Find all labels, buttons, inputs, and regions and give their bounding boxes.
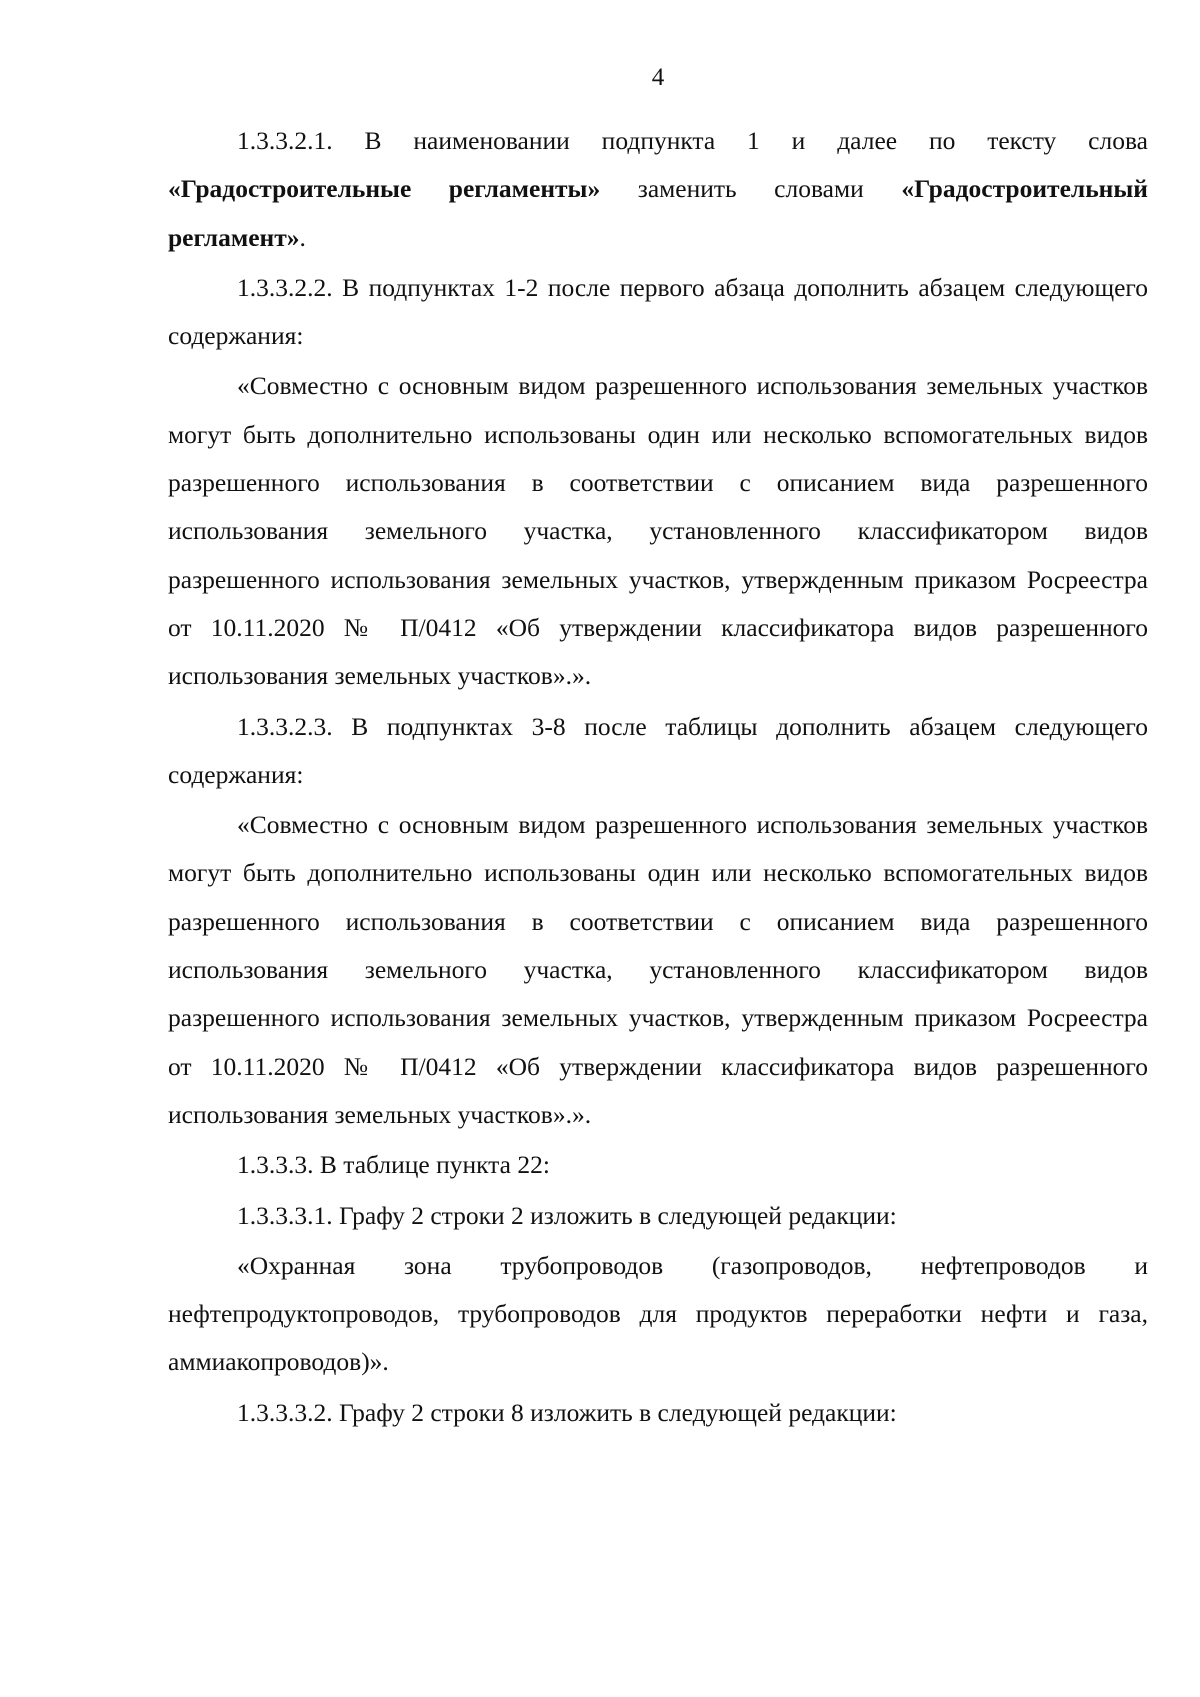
paragraph-1-3-3-3-1: 1.3.3.3.1. Графу 2 строки 2 изложить в следующей редакции: (237, 1200, 897, 1230)
paragraph-1-3-3-3: 1.3.3.3. В таблице пункта 22: (237, 1150, 550, 1180)
bold-term-old: «Градостроительные регламенты» (168, 174, 601, 204)
quoted-paragraph-3: «Охранная зона трубопроводов (газопроводов, нефтепроводов и нефтепродуктопроводов, трубопроводов для продуктов переработки нефти и газа, аммиакопроводов)». (168, 1250, 1148, 1377)
paragraph-text: 1.3.3.2.1. В наименовании подпункта 1 и далее по тексту слова (237, 126, 1148, 155)
quoted-paragraph-2: «Совместно с основным видом разрешенного использования земельных участков могут быть дополнительно использованы один или несколько вспомогательных видов разрешенного использования в соответствии с описанием вида разрешенного использования земельного участка, установленного классификатором видов разрешенного использования земельных участков, утвержденным приказом Росреестра от 10.11.2020 № П/0412 «Об утверждении классификатора видов разрешенного использования земельных участков».». (168, 810, 1148, 1129)
quoted-paragraph-1: «Совместно с основным видом разрешенного использования земельных участков могут быть дополнительно использованы один или несколько вспомогательных видов разрешенного использования в соответствии с описанием вида разрешенного использования земельного участка, установленного классификатором видов разрешенного использования земельных участков, утвержденным приказом Росреестра от 10.11.2020 № П/0412 «Об утверждении классификатора видов разрешенного использования земельных участков».». (168, 371, 1148, 691)
paragraph-1-3-3-2-2: 1.3.3.2.2. В подпунктах 1-2 после первого абзаца дополнить абзацем следующего содержания: (168, 272, 1148, 351)
page-number: 4 (651, 64, 665, 91)
paragraph-1-3-3-2-1 (168, 117, 1148, 262)
paragraph-1-3-3-3-2: 1.3.3.3.2. Графу 2 строки 8 изложить в следующей редакции: (237, 1397, 897, 1427)
document-body (168, 117, 1148, 1437)
bold-term-new: «Градостроительный регламент» (168, 174, 1148, 252)
paragraph-1-3-3-2-3: 1.3.3.2.3. В подпунктах 3-8 после таблицы дополнить абзацем следующего содержания: (168, 711, 1148, 789)
paragraph-text: заменить словами (600, 174, 902, 204)
paragraph-text: . (299, 222, 306, 252)
